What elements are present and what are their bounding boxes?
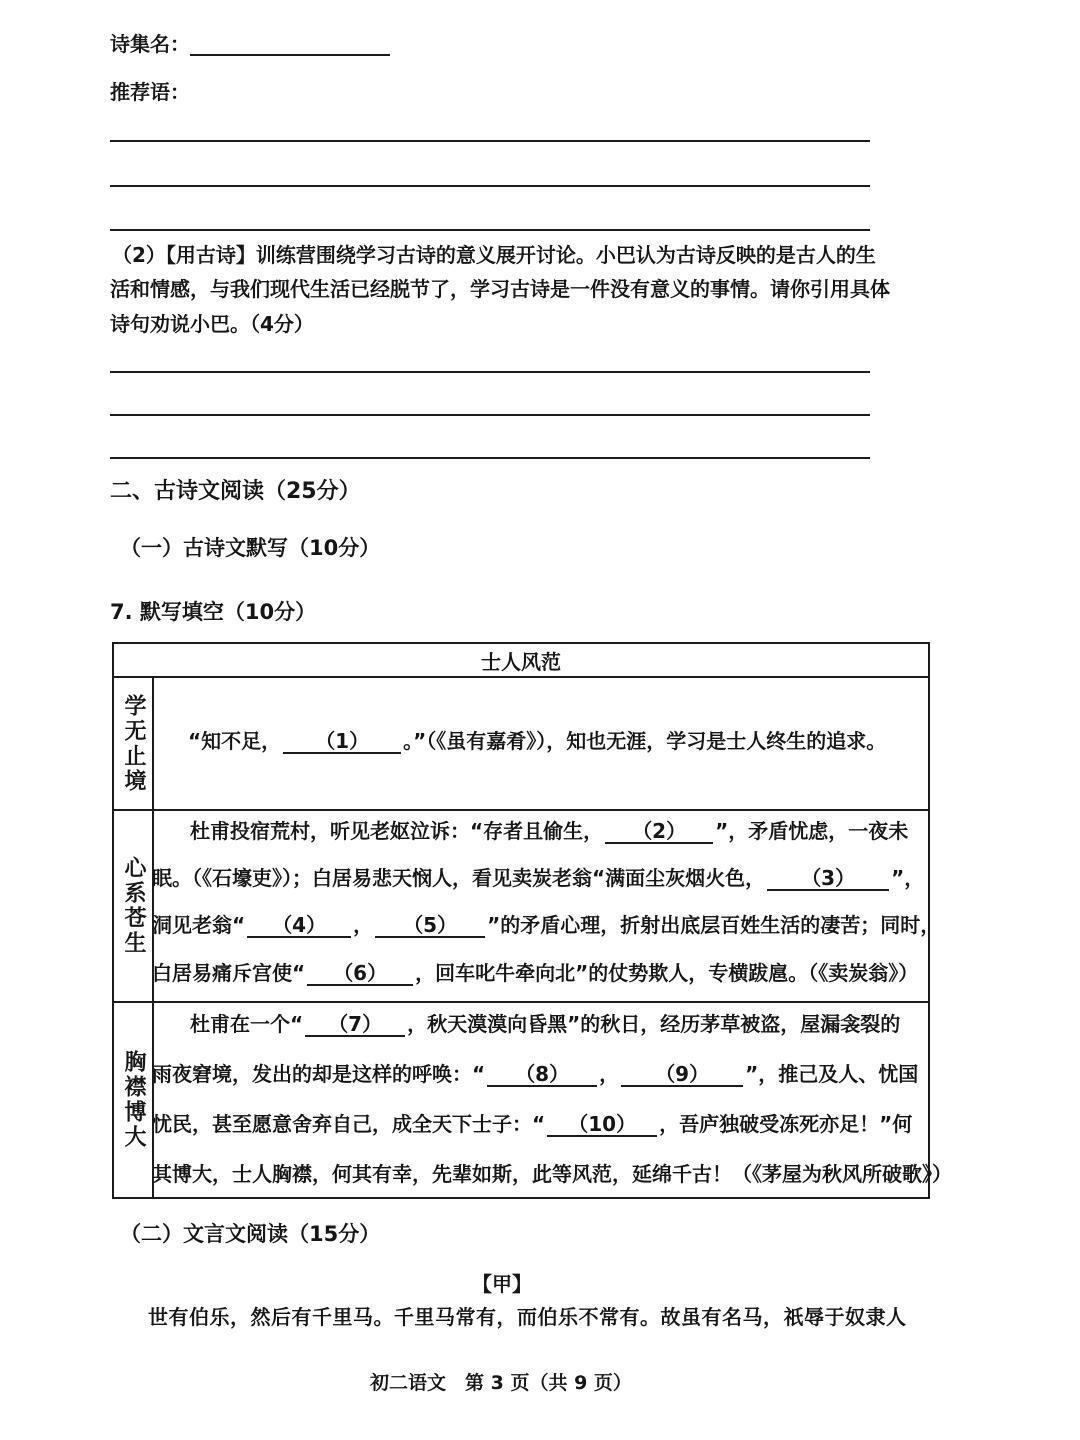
blank-4[interactable]: （4）	[247, 914, 351, 938]
row3-line: 其博大，士人胸襟，何其有幸，先辈如斯，此等风范，延绵千古！（《茅屋为秋风所破歌》）	[152, 1162, 952, 1186]
row-label-xin: 心系苍生	[121, 856, 146, 956]
table-title: 士人风范	[481, 649, 561, 674]
question-heading: 7. 默写填空（10分）	[110, 600, 317, 624]
answer-line[interactable]	[110, 414, 870, 416]
blank-1[interactable]: （1）	[283, 730, 401, 754]
row3-line: 忧民，甚至愿意舍弃自己，成全天下士子：“ （10） ，吾庐独破受冻死亦足！”何	[152, 1112, 913, 1136]
row-label-xue: 学无止境	[121, 693, 146, 794]
collection-name-label: 诗集名：	[110, 32, 190, 56]
q2-line: 诗句劝说小巴。（4分）	[110, 312, 314, 336]
row3-line: 杜甫在一个“ （7） ，秋天漠漠向昏黑”的秋日，经历茅草被盗，屋漏衾裂的	[190, 1012, 901, 1036]
blank-8[interactable]: （8）	[487, 1063, 597, 1087]
row2-line: 白居易痛斥宫使“ （6） ，回车叱牛牵向北”的仗势欺人，专横跋扈。（《卖炭翁》）	[152, 961, 919, 985]
row2-line: 眠。（《石壕吏》）；白居易悲天悯人，看见卖炭老翁“满面尘灰烟火色， （3） ”，	[152, 866, 925, 890]
subsection-heading: （一）古诗文默写（10分）	[120, 536, 381, 560]
blank-9[interactable]: （9）	[621, 1063, 743, 1087]
row-label-xiong: 胸襟博大	[121, 1050, 146, 1150]
row2-line: 杜甫投宿荒村，听见老妪泣诉：“存者且偷生， （2） ”，矛盾忧虑，一夜未	[190, 819, 909, 843]
blank-10[interactable]: （10）	[547, 1113, 657, 1137]
answer-line[interactable]	[110, 140, 870, 142]
section-heading: 二、古诗文阅读（25分）	[110, 479, 361, 504]
answer-line[interactable]	[110, 185, 870, 187]
row1-line: “知不足， （1） 。”（《虽有嘉肴》），知也无涯，学习是士人终生的追求。	[188, 729, 887, 753]
page-footer: 初二语文 第 3 页（共 9 页）	[370, 1372, 632, 1394]
recommend-label: 推荐语：	[110, 80, 190, 104]
q2-line: （2）【用古诗】训练营围绕学习古诗的意义展开讨论。小巴认为古诗反映的是古人的生	[112, 243, 876, 267]
subsection-heading: （二）文言文阅读（15分）	[120, 1222, 381, 1246]
blank-3[interactable]: （3）	[767, 867, 889, 891]
row3-line: 雨夜窘境，发出的却是这样的呼唤：“ （8） ， （9） ”，推己及人、忧国	[152, 1062, 919, 1086]
answer-line[interactable]	[110, 371, 870, 373]
passage-label: 【甲】	[472, 1272, 532, 1296]
blank-5[interactable]: （5）	[375, 914, 485, 938]
answer-line[interactable]	[110, 457, 870, 459]
row2-line: 洞见老翁“ （4） ， （5） ”的矛盾心理，折射出底层百姓生活的凄苦；同时，	[152, 913, 941, 937]
blank-2[interactable]: （2）	[605, 820, 713, 844]
blank-7[interactable]: （7）	[305, 1013, 405, 1037]
passage-text: 世有伯乐，然后有千里马。千里马常有，而伯乐不常有。故虽有名马，祇辱于奴隶人	[148, 1305, 907, 1329]
q2-line: 活和情感，与我们现代生活已经脱节了，学习古诗是一件没有意义的事情。请你引用具体	[110, 277, 890, 301]
blank-6[interactable]: （6）	[307, 962, 413, 986]
answer-line[interactable]	[110, 229, 870, 231]
collection-name-blank[interactable]	[190, 54, 390, 56]
